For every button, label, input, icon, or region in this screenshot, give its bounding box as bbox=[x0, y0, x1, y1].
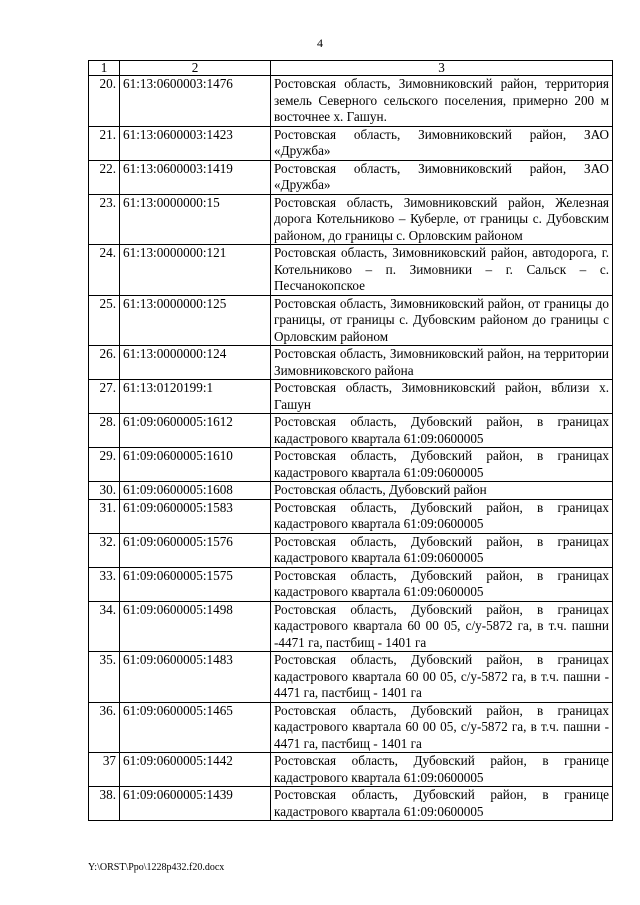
row-number: 37 bbox=[89, 753, 120, 787]
table-row bbox=[89, 346, 613, 380]
table-row bbox=[89, 380, 613, 414]
table-row bbox=[89, 245, 613, 296]
cadastral-number: 61:13:0000000:125 bbox=[120, 295, 271, 346]
table-row bbox=[89, 194, 613, 245]
table-row bbox=[89, 787, 613, 821]
table-row bbox=[89, 533, 613, 567]
page-number: 4 bbox=[317, 36, 323, 50]
column-header-2: 2 bbox=[120, 61, 271, 76]
cadastral-number: 61:09:0600005:1583 bbox=[120, 499, 271, 533]
location-description: Ростовская область, Зимовниковский район, территория земель Северного сельского поселения, примерно 200 м восточнее х. Гашун. bbox=[271, 76, 613, 127]
cadastral-number: 61:13:0000000:15 bbox=[120, 194, 271, 245]
row-number: 34. bbox=[89, 601, 120, 652]
row-number: 30. bbox=[89, 482, 120, 500]
cadastral-number: 61:09:0600005:1439 bbox=[120, 787, 271, 821]
table-row bbox=[89, 652, 613, 703]
location-description: Ростовская область, Зимовниковский район, вблизи х. Гашун bbox=[271, 380, 613, 414]
table-row bbox=[89, 702, 613, 753]
cadastral-number: 61:13:0000000:124 bbox=[120, 346, 271, 380]
location-description: Ростовская область, Зимовниковский район, автодорога, г. Котельниково – п. Зимовники – г. Сальск – с. Песчанокопское bbox=[271, 245, 613, 296]
row-number: 33. bbox=[89, 567, 120, 601]
file-path-footer: Y:\ORST\Ppo\1228p432.f20.docx bbox=[88, 862, 225, 873]
location-description: Ростовская область, Зимовниковский район, ЗАО «Дружба» bbox=[271, 126, 613, 160]
cadastral-number: 61:13:0120199:1 bbox=[120, 380, 271, 414]
cadastral-number: 61:09:0600005:1465 bbox=[120, 702, 271, 753]
table-row bbox=[89, 567, 613, 601]
table-row bbox=[89, 295, 613, 346]
cadastral-number: 61:13:0600003:1476 bbox=[120, 76, 271, 127]
row-number: 25. bbox=[89, 295, 120, 346]
location-description: Ростовская область, Зимовниковский район, Железная дорога Котельниково – Куберле, от границы с. Дубовским районом, до границы с. Орловским районом bbox=[271, 194, 613, 245]
location-description: Ростовская область, Дубовский район bbox=[271, 482, 613, 500]
location-description: Ростовская область, Дубовский район, в границах кадастрового квартала 60 00 05, с/у-5872 га, в т.ч. пашни - 4471 га, пастбищ - 1401 га bbox=[271, 702, 613, 753]
cadastral-number: 61:13:0600003:1423 bbox=[120, 126, 271, 160]
cadastral-number: 61:09:0600005:1498 bbox=[120, 601, 271, 652]
row-number: 23. bbox=[89, 194, 120, 245]
location-description: Ростовская область, Дубовский район, в границах кадастрового квартала 60 00 05, с/у-5872 га, в т.ч. пашни - 4471 га, пастбищ - 1401 га bbox=[271, 652, 613, 703]
row-number: 22. bbox=[89, 160, 120, 194]
row-number: 20. bbox=[89, 76, 120, 127]
cadastral-number: 61:09:0600005:1608 bbox=[120, 482, 271, 500]
location-description: Ростовская область, Дубовский район, в границах кадастрового квартала 60 00 05, с/у-5872 га, в т.ч. пашни -4471 га, пастбищ - 1401 га bbox=[271, 601, 613, 652]
location-description: Ростовская область, Дубовский район, в границах кадастрового квартала 61:09:0600005 bbox=[271, 567, 613, 601]
table-row bbox=[89, 499, 613, 533]
location-description: Ростовская область, Дубовский район, в границах кадастрового квартала 61:09:0600005 bbox=[271, 499, 613, 533]
location-description: Ростовская область, Дубовский район, в границах кадастрового квартала 61:09:0600005 bbox=[271, 448, 613, 482]
location-description: Ростовская область, Дубовский район, в границе кадастрового квартала 61:09:0600005 bbox=[271, 753, 613, 787]
cadastral-number: 61:09:0600005:1576 bbox=[120, 533, 271, 567]
row-number: 31. bbox=[89, 499, 120, 533]
cadastral-number: 61:13:0600003:1419 bbox=[120, 160, 271, 194]
cadastral-number: 61:09:0600005:1575 bbox=[120, 567, 271, 601]
cadastral-number: 61:09:0600005:1442 bbox=[120, 753, 271, 787]
table-row bbox=[89, 753, 613, 787]
row-number: 21. bbox=[89, 126, 120, 160]
row-number: 32. bbox=[89, 533, 120, 567]
table-row bbox=[89, 448, 613, 482]
location-description: Ростовская область, Зимовниковский район, на территории Зимовниковского района bbox=[271, 346, 613, 380]
table-row bbox=[89, 414, 613, 448]
cadastral-number: 61:13:0000000:121 bbox=[120, 245, 271, 296]
table-row bbox=[89, 76, 613, 127]
cadastral-number: 61:09:0600005:1612 bbox=[120, 414, 271, 448]
row-number: 26. bbox=[89, 346, 120, 380]
table-row bbox=[89, 160, 613, 194]
location-description: Ростовская область, Зимовниковский район, ЗАО «Дружба» bbox=[271, 160, 613, 194]
location-description: Ростовская область, Дубовский район, в границе кадастрового квартала 61:09:0600005 bbox=[271, 787, 613, 821]
cadastral-table bbox=[88, 60, 613, 821]
column-header-1: 1 bbox=[89, 61, 120, 76]
table-row bbox=[89, 126, 613, 160]
cadastral-number: 61:09:0600005:1610 bbox=[120, 448, 271, 482]
table-header-row bbox=[89, 61, 613, 76]
row-number: 28. bbox=[89, 414, 120, 448]
table-row bbox=[89, 482, 613, 500]
row-number: 35. bbox=[89, 652, 120, 703]
table-row bbox=[89, 601, 613, 652]
location-description: Ростовская область, Дубовский район, в границах кадастрового квартала 61:09:0600005 bbox=[271, 414, 613, 448]
column-header-3: 3 bbox=[271, 61, 613, 76]
row-number: 29. bbox=[89, 448, 120, 482]
location-description: Ростовская область, Зимовниковский район, от границы до границы, от границы с. Дубовским районом до границы с Орловским районом bbox=[271, 295, 613, 346]
row-number: 36. bbox=[89, 702, 120, 753]
row-number: 24. bbox=[89, 245, 120, 296]
row-number: 38. bbox=[89, 787, 120, 821]
location-description: Ростовская область, Дубовский район, в границах кадастрового квартала 61:09:0600005 bbox=[271, 533, 613, 567]
row-number: 27. bbox=[89, 380, 120, 414]
cadastral-number: 61:09:0600005:1483 bbox=[120, 652, 271, 703]
